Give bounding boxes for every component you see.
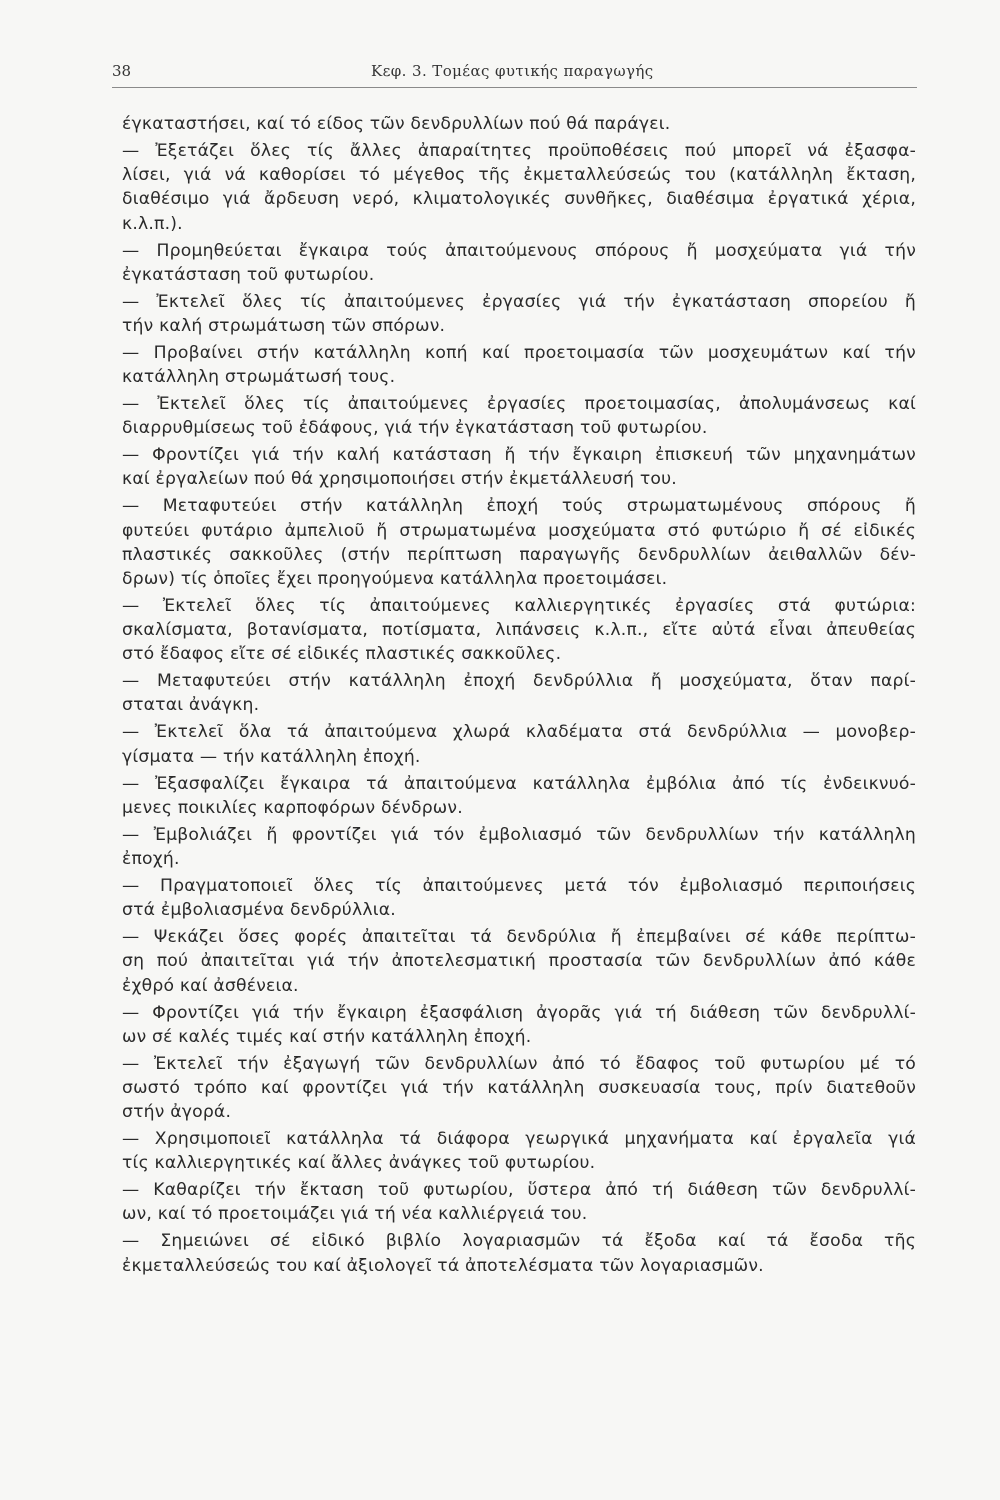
running-header <box>112 62 917 90</box>
text-line: λίσει, γιά νά καθορίσει τό μέγεθος τῆς ἐκμεταλλεύσεώς του (κατάλληλη ἔκταση, <box>122 165 916 186</box>
running-title: Κεφ. 3. Τομέας φυτικής παραγωγής <box>371 62 654 80</box>
paragraph <box>122 1001 916 1049</box>
paragraph <box>122 1178 916 1226</box>
text-line: φυτεύει φυτάριο ἀμπελιοῦ ἤ στρωματωμένα μοσχεύματα στό φυτώριο ἤ σέ εἰδικές <box>122 520 916 541</box>
paragraph <box>122 594 916 667</box>
text-line: ἐκμεταλλεύσεώς του καί ἀξιολογεῖ τά ἀποτελέσματα τῶν λογαριασμῶν. <box>122 1255 764 1276</box>
paragraph <box>122 1127 916 1175</box>
text-line: τήν καλή στρωμάτωση τῶν σπόρων. <box>122 315 446 336</box>
text-line: — Ἐκτελεῖ ὅλες τίς ἀπαιτούμενες ἐργασίες προετοιμασίας, ἀπολυμάνσεως καί <box>122 394 916 415</box>
paragraph <box>122 772 916 820</box>
paragraph <box>122 823 916 871</box>
text-line: ἐποχή. <box>122 849 180 869</box>
text-line: — Ἐκτελεῖ τήν ἐξαγωγή τῶν δενδρυλλίων ἀπό τό ἔδαφος τοῦ φυτωρίου μέ τό <box>122 1053 916 1074</box>
paragraph <box>122 290 916 338</box>
paragraph <box>122 139 916 236</box>
text-line: — Προμηθεύεται ἔγκαιρα τούς ἀπαιτούμενους σπόρους ἤ μοσχεύματα γιά τήν <box>122 240 916 261</box>
text-line: στό ἔδαφος εἴτε σέ εἰδικές πλαστικές σακκοῦλες. <box>122 644 562 665</box>
text-line: — Μεταφυτεύει στήν κατάλληλη ἐποχή τούς στρωματωμένους σπόρους ἤ <box>122 496 916 517</box>
text-line: — Πραγματοποιεῖ ὅλες τίς ἀπαιτούμενες μετά τόν ἐμβολιασμό περιποιήσεις <box>122 875 916 896</box>
text-line: — Σημειώνει σέ εἰδικό βιβλίο λογαριασμῶν τά ἔξοδα καί τά ἔσοδα τῆς <box>122 1231 916 1252</box>
text-line: σκαλίσματα, βοτανίσματα, ποτίσματα, λιπάνσεις κ.λ.π., εἴτε αὐτά εἶναι ἀπευθείας <box>122 620 916 641</box>
text-line: μενες ποικιλίες καρποφόρων δένδρων. <box>122 797 463 818</box>
paragraph <box>122 341 916 389</box>
paragraph <box>122 1052 916 1125</box>
text-line: — Ἐξετάζει ὅλες τίς ἄλλες ἀπαραίτητες προϋποθέσεις πού μπορεῖ νά ἐξασφα- <box>122 140 916 161</box>
text-line: — Καθαρίζει τήν ἔκταση τοῦ φυτωρίου, ὕστερα ἀπό τή διάθεση τῶν δενδρυλλί- <box>122 1180 916 1201</box>
paragraph <box>122 392 916 440</box>
text-line: — Προβαίνει στήν κατάλληλη κοπή καί προετοιμασία τῶν μοσχευμάτων καί τήν <box>122 342 916 363</box>
text-line: κατάλληλη στρωμάτωσή τους. <box>122 367 396 388</box>
text-line: — Ψεκάζει ὅσες φορές ἀπαιτεῖται τά δενδρύλια ἤ ἐπεμβαίνει σέ κάθε περίπτω- <box>122 927 916 948</box>
text-line: — Ἐκτελεῖ ὅλες τίς ἀπαιτούμενες ἐργασίες γιά τήν ἐγκατάσταση σπορείου ἤ <box>122 291 916 312</box>
paragraph <box>122 1229 916 1277</box>
text-line: — Ἐκτελεῖ ὅλες τίς ἀπαιτούμενες καλλιεργητικές ἐργασίες στά φυτώρια: <box>122 595 916 616</box>
text-line: καί ἐργαλείων πού θά χρησιμοποιήσει στήν ἐκμετάλλευσή του. <box>122 469 677 490</box>
text-line: — Χρησιμοποιεῖ κατάλληλα τά διάφορα γεωργικά μηχανήματα καί ἐργαλεῖα γιά <box>122 1129 916 1150</box>
text-line: σταται ἀνάγκη. <box>122 695 260 716</box>
text-line: σωστό τρόπο καί φροντίζει γιά τήν κατάλληλη συσκευασία τους, πρίν διατεθοῦν <box>122 1077 916 1098</box>
paragraph <box>122 720 916 768</box>
paragraph <box>122 494 916 591</box>
text-line: διαθέσιμο γιά ἄρδευση νερό, κλιματολογικές συνθῆκες, διαθέσιμα ἐργατικά χέρια, <box>122 189 916 210</box>
paragraph <box>122 925 916 998</box>
text-line: — Μεταφυτεύει στήν κατάλληλη ἐποχή δενδρύλλια ἤ μοσχεύματα, ὅταν παρί- <box>122 671 916 692</box>
header-rule <box>112 87 917 88</box>
paragraph <box>122 669 916 717</box>
text-line: γίσματα — τήν κατάλληλη ἐποχή. <box>122 746 421 767</box>
text-line: τίς καλλιεργητικές καί ἄλλες ἀνάγκες τοῦ φυτωρίου. <box>122 1153 596 1174</box>
paragraph <box>122 239 916 287</box>
text-line: δρων) τίς ὁποῖες ἔχει προηγούμενα κατάλληλα προετοιμάσει. <box>122 568 668 589</box>
text-line: έγκαταστήσει, καί τό είδος τῶν δενδρυλλίων πού θά παράγει. <box>122 114 671 134</box>
text-line: ων σέ καλές τιμές καί στήν κατάλληλη ἐποχή. <box>122 1026 532 1047</box>
paragraph <box>122 874 916 922</box>
text-line: στήν ἀγορά. <box>122 1102 232 1123</box>
text-line: ἐχθρό καί ἀσθένεια. <box>122 975 299 996</box>
paragraph <box>122 112 916 136</box>
text-line: ων, καί τό προετοιμάζει γιά τή νέα καλλιέργειά του. <box>122 1204 588 1225</box>
paragraph <box>122 443 916 491</box>
text-line: — Ἐκτελεῖ ὅλα τά ἀπαιτούμενα χλωρά κλαδέματα στά δενδρύλλια — μονοβερ- <box>122 722 916 743</box>
text-line: ἐγκατάσταση τοῦ φυτωρίου. <box>122 264 375 285</box>
text-line: — Φροντίζει γιά τήν ἔγκαιρη ἐξασφάλιση ἀγορᾶς γιά τή διάθεση τῶν δενδρυλλί- <box>122 1002 916 1023</box>
text-line: διαρρυθμίσεως τοῦ ἐδάφους, γιά τήν ἐγκατάσταση τοῦ φυτωρίου. <box>122 418 708 439</box>
text-line: πλαστικές σακκοῦλες (στήν περίπτωση παραγωγῆς δενδρυλλίων ἀειθαλλῶν δέν- <box>122 544 916 565</box>
text-line: στά ἐμβολιασμένα δενδρύλλια. <box>122 900 396 921</box>
text-line: — Ἐμβολιάζει ἤ φροντίζει γιά τόν ἐμβολιασμό τῶν δενδρυλλίων τήν κατάλληλη <box>122 824 916 845</box>
text-line: — Ἐξασφαλίζει ἔγκαιρα τά ἀπαιτούμενα κατάλληλα ἐμβόλια ἀπό τίς ἐνδεικνυό- <box>122 773 916 794</box>
body-text <box>122 112 916 1281</box>
text-line: — Φροντίζει γιά τήν καλή κατάσταση ἤ τήν ἔγκαιρη ἐπισκευή τῶν μηχανημάτων <box>122 445 916 466</box>
page-number: 38 <box>112 62 132 80</box>
text-line: κ.λ.π.). <box>122 213 183 234</box>
text-line: ση πού ἀπαιτεῖται γιά τήν ἀποτελεσματική προστασία τῶν δενδρυλλίων ἀπό κάθε <box>122 951 916 972</box>
